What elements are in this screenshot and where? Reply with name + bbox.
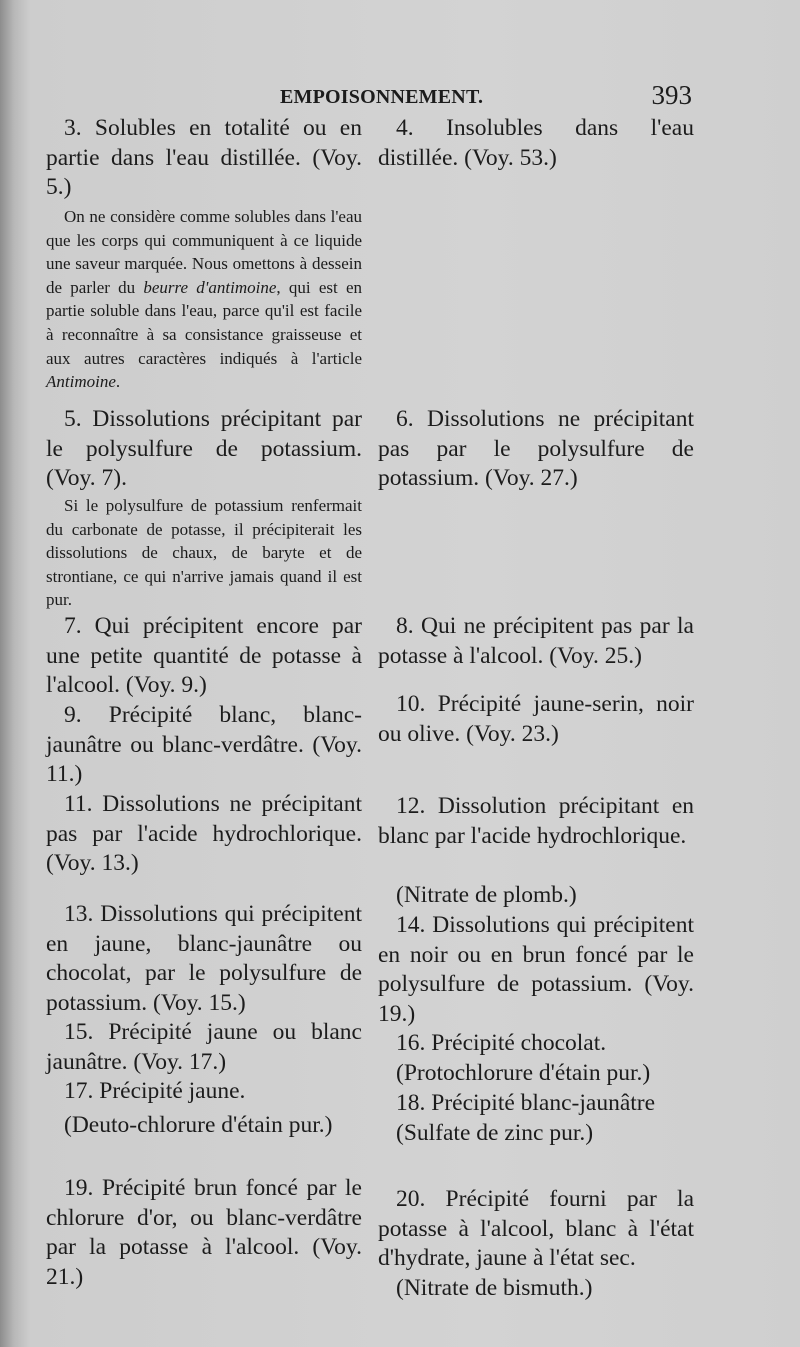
entry-6: 6. Dissolutions ne précipitant pas par le polysulfure de potassium. (Voy. 27.): [378, 406, 694, 491]
left-column: [46, 114, 362, 1292]
entry-17-substance: (Deuto-chlorure d'étain pur.): [64, 1112, 333, 1138]
entry-16-substance: (Protochlorure d'étain pur.): [396, 1060, 651, 1086]
entry-12: 12. Dissolution précipitant en blanc par l'acide hydrochlorique.: [378, 793, 694, 849]
entry-14: 14. Dissolutions qui précipitent en noir ou en brun foncé par le polysulfure de potassium. (Voy. 19.): [378, 912, 694, 1027]
entry-5: 5. Dissolutions précipitant par le polysulfure de potassium. (Voy. 7).: [46, 406, 362, 491]
page-number: 393: [651, 80, 692, 110]
entry-18: 18. Précipité blanc-jaunâtre: [396, 1090, 656, 1116]
entry-19: 19. Précipité brun foncé par le chlorure d'or, ou blanc-verdâtre par la potasse à l'alcool. (Voy. 21.): [46, 1175, 362, 1290]
right-column: [378, 114, 694, 1304]
entry-11: 11. Dissolutions ne précipitant pas par l'acide hydrochlorique. (Voy. 13.): [46, 791, 362, 876]
note-text: On ne considère comme solubles dans l'eau que les corps qui communiquent à ce liquide une saveur marquée. Nous omettons à dessein de parler du: [46, 207, 362, 297]
entry-20-substance: (Nitrate de bismuth.): [396, 1275, 593, 1301]
entry-4: 4. Insolubles dans l'eau distillée. (Voy. 53.): [378, 115, 694, 171]
entry-10: 10. Précipité jaune-serin, noir ou olive. (Voy. 23.): [378, 691, 694, 747]
entry-15: 15. Précipité jaune ou blanc jaunâtre. (Voy. 17.): [46, 1019, 362, 1075]
entry-13: 13. Dissolutions qui précipitent en jaune, blanc-jaunâtre ou chocolat, par le polysulfure de potassium. (Voy. 15.): [46, 901, 362, 1016]
entry-3: 3. Solubles en totalité ou en partie dans l'eau distillée. (Voy. 5.): [46, 115, 362, 200]
note-term-antimoine: Antimoine: [46, 372, 116, 392]
note-term-beurre: beurre d'antimoine: [143, 277, 277, 297]
entry-12-substance: (Nitrate de plomb.): [396, 882, 577, 908]
entry-16: 16. Précipité chocolat.: [396, 1030, 607, 1056]
page-header: [60, 80, 692, 114]
note-text: .: [115, 372, 121, 392]
entry-7: 7. Qui précipitent encore par une petite quantité de potasse à l'alcool. (Voy. 9.): [46, 613, 362, 698]
note-soluble-bodies: [46, 205, 362, 405]
entry-18-substance: (Sulfate de zinc pur.): [396, 1120, 594, 1146]
entry-17: 17. Précipité jaune.: [64, 1078, 246, 1104]
note-text: , qui est en partie soluble dans l'eau, parce qu'il est facile à reconnaître à sa consistance graisseuse et aux autres caractères indiqués à l'article: [46, 277, 362, 368]
entry-20: 20. Précipité fourni par la potasse à l'alcool, blanc à l'état d'hydrate, jaune à l'état sec.: [378, 1186, 694, 1271]
note-polysulfure: Si le polysulfure de potassium renfermait du carbonate de potasse, il précipiterait les dissolutions de chaux, de baryte et de strontiane, ce qui n'arrive jamais quand il est pur.: [46, 496, 362, 610]
running-title: EMPOISONNEMENT.: [280, 86, 484, 108]
entry-8: 8. Qui ne précipitent pas par la potasse à l'alcool. (Voy. 25.): [378, 613, 694, 669]
entry-9: 9. Précipité blanc, blanc-jaunâtre ou blanc-verdâtre. (Voy. 11.): [46, 702, 362, 787]
